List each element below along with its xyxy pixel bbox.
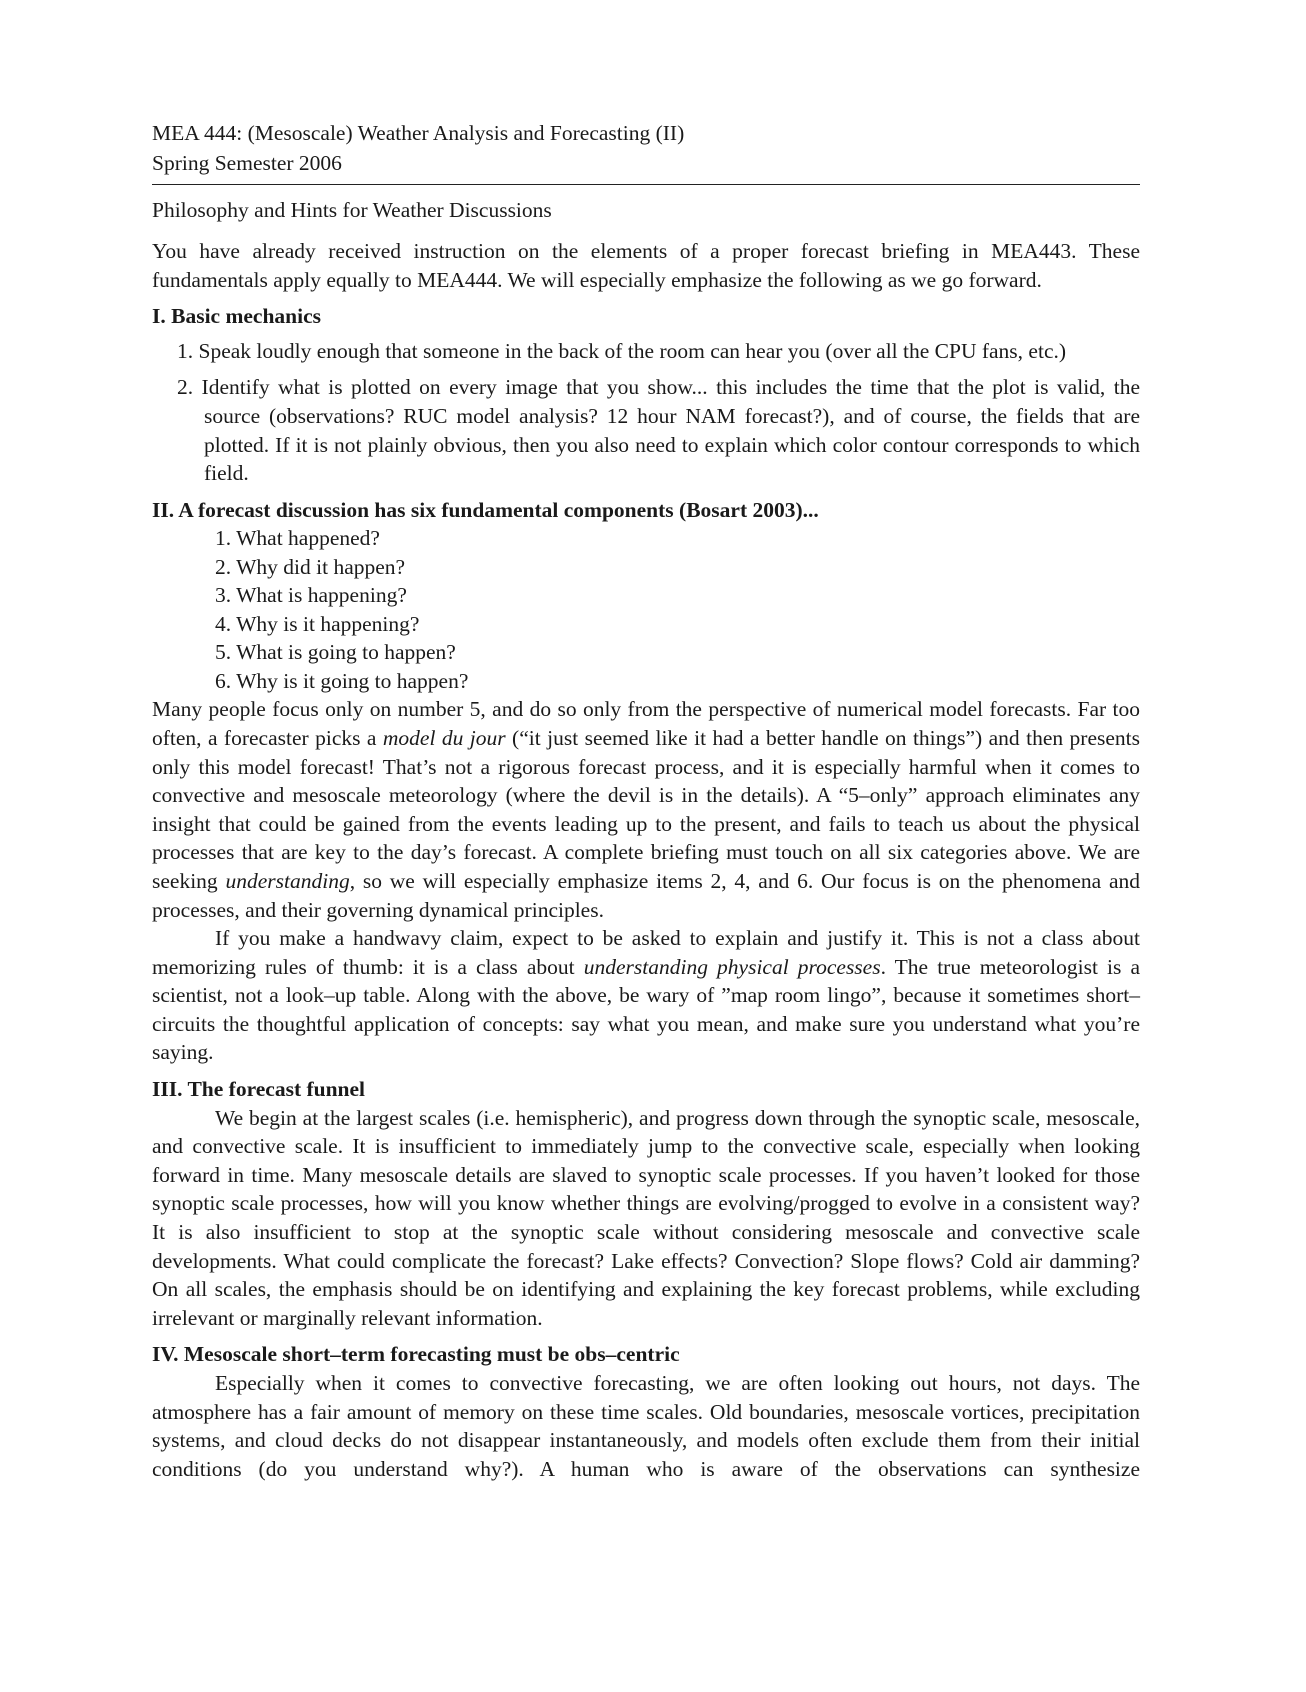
emphasis-text: understanding physical processes: [583, 954, 881, 979]
section-3-heading: III. The forecast funnel: [152, 1077, 366, 1102]
course-title: MEA 444: (Mesoscale) Weather Analysis and Forecasting (II): [152, 121, 685, 145]
forecast-funnel-paragraph: We begin at the largest scales (i.e. hemispheric), and progress down through the synoptic scale, mesoscale, and convective scale. It is insufficient to immediately jump to the convective scale, especially when looking forward in time. Many mesoscale details are slaved to synoptic scale processes. If you haven’t looked for those synoptic scale processes, how will you know whether things are evolving/progged to evolve in a consistent way? It is also insufficient to stop at the synoptic scale without considering mesoscale and convective scale developments. What could complicate the forecast? Lake effects? Convection? Slope flows? Cold air damming? On all scales, the emphasis should be on identifying and explaining the key forecast problems, while excluding irrelevant or marginally relevant information.: [152, 1105, 1140, 1330]
emphasis-text: model du jour: [382, 725, 506, 750]
list-item: 4. Why is it happening?: [215, 611, 420, 636]
list-item: 6. Why is it going to happen?: [215, 668, 469, 693]
text-run: Many people focus only on number 5, and do so only from the perspective of numerical model forecasts. Far too often, a forecaster picks a: [152, 697, 1140, 750]
section-1-heading: I. Basic mechanics: [152, 304, 322, 329]
list-item: 2. Why did it happen?: [215, 554, 406, 579]
intro-paragraph: You have already received instruction on the elements of a proper forecast briefing in MEA443. These fundamentals apply equally to MEA444. We will especially emphasize the following as we go forward.: [152, 239, 1140, 292]
semester-label: Spring Semester 2006: [152, 151, 342, 175]
text-run: If you make a handwavy claim, expect to be asked to explain and justify it. This is not a class about memorizing rules of thumb: it is a class about: [152, 926, 1140, 979]
component-question-list: [152, 524, 1140, 695]
section-4-heading: IV. Mesoscale short–term forecasting must be obs–centric: [152, 1342, 680, 1367]
mechanics-item-2: 2. Identify what is plotted on every image that you show... this includes the time that the plot is valid, the source (observations? RUC model analysis? 12 hour NAM forecast?), and of course, the fields that are plotted. If it is not plainly obvious, then you also need to explain which color contour corresponds to which field.: [177, 375, 1140, 486]
obs-centric-paragraph: Especially when it comes to convective forecasting, we are often looking out hours, not days. The atmosphere has a fair amount of memory on these time scales. Old boundaries, mesoscale vortices, precipitation systems, and cloud decks do not disappear instantaneously, and models often exclude them from their initial conditions (do you understand why?). A human who is aware of the observations can synthesize: [152, 1371, 1140, 1481]
emphasis-text: understanding: [225, 868, 350, 893]
header-rule: [152, 184, 1140, 185]
text-run: . The true meteorologist is a scientist, not a look–up table. Along with the above, be wary of ”map room lingo”, because it sometimes short–circuits the thoughtful application of concepts: say what you mean, and make sure you understand what you’re saying.: [152, 954, 1141, 1065]
section-2-heading: II. A forecast discussion has six fundamental components (Bosart 2003)...: [152, 497, 819, 522]
handwavy-paragraph: [152, 924, 1140, 1067]
text-run: (“it just seemed like it had a better handle on things”) and then presents only this model forecast! That’s not a rigorous forecast process, and it is especially harmful when it comes to convective and mesoscale meteorology (where the devil is in the details). A “5–only” approach eliminates any insight that could be gained from the events leading up to the present, and fails to teach us about the physical processes that are key to the day’s forecast. A complete briefing must touch on all six categories above. We are seeking: [152, 725, 1140, 893]
document-page: [152, 118, 1140, 1483]
document-title: Philosophy and Hints for Weather Discussions: [152, 198, 552, 222]
mechanics-item-1: 1. Speak loudly enough that someone in the back of the room can hear you (over all the CPU fans, etc.): [177, 338, 1067, 363]
list-item: 1. What happened?: [215, 526, 380, 551]
list-item: 5. What is going to happen?: [215, 640, 456, 665]
components-paragraph: [152, 695, 1140, 924]
list-item: 3. What is happening?: [215, 583, 407, 608]
text-run: , so we will especially emphasize items 2, 4, and 6. Our focus is on the phenomena and processes, and their governing dynamical principles.: [152, 868, 1140, 922]
